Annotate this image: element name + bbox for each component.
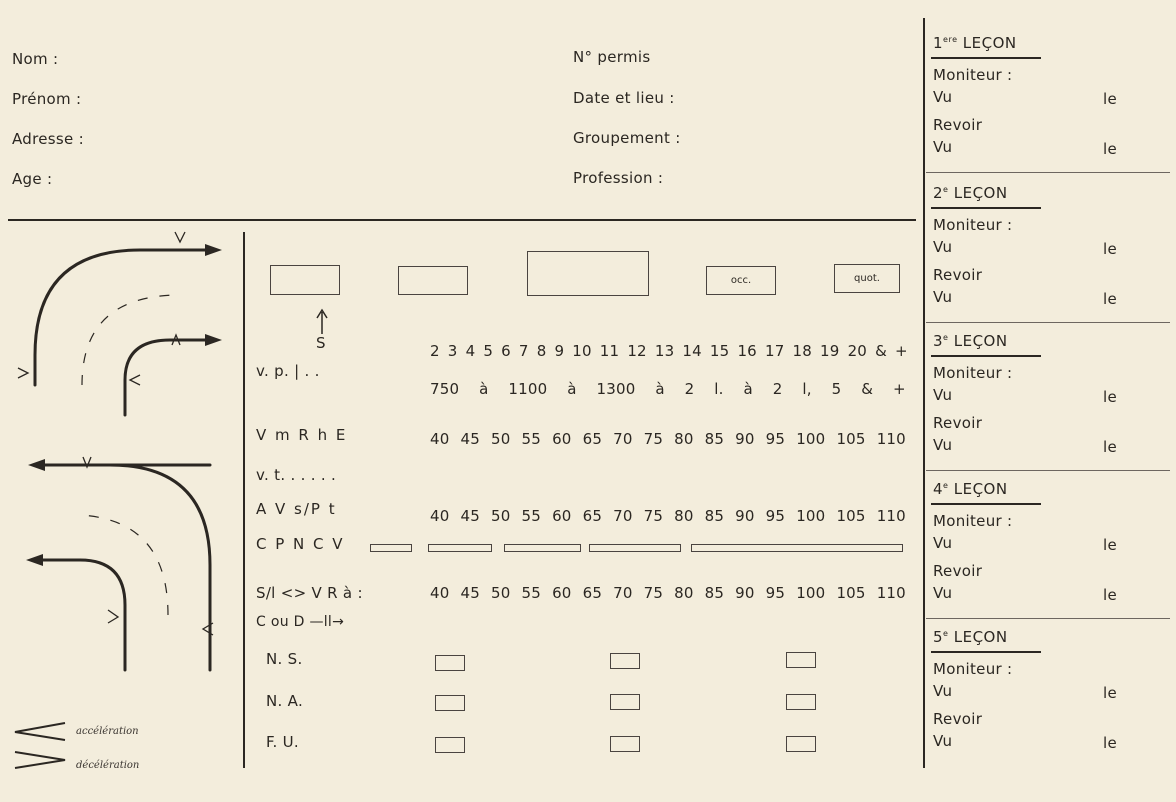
vu-label: Vu: [933, 534, 953, 552]
le-label: le: [1103, 140, 1117, 158]
speed-value: 55: [521, 430, 542, 448]
speed-value: 60: [552, 430, 572, 448]
right-divider: [923, 18, 925, 768]
cc-value: à: [479, 380, 489, 398]
speed-value: 45: [460, 507, 481, 525]
vmrhe-label: V m R h E: [256, 426, 348, 444]
speed-value: 100: [796, 584, 826, 602]
speed-value: 110: [876, 584, 906, 602]
lesson-number: 3: [933, 332, 944, 350]
field-profession: Profession :: [573, 169, 664, 187]
cpncv-bar-3[interactable]: [504, 544, 581, 552]
vp-number: 9: [554, 342, 565, 360]
lesson-divider: [926, 470, 1170, 471]
na-label: N. A.: [266, 692, 304, 710]
le-label: le: [1103, 586, 1117, 604]
sl-label: S/l <> V R à :: [256, 584, 363, 602]
speed-row-3: [430, 584, 906, 602]
vu-label: Vu: [933, 288, 953, 306]
moniteur-label: Moniteur :: [933, 216, 1013, 234]
curve-diagram: [0, 225, 240, 785]
speed-value: 70: [613, 584, 633, 602]
cc-value: à: [743, 380, 753, 398]
le-label: le: [1103, 90, 1117, 108]
speed-value: 80: [674, 584, 694, 602]
vp-number: 2: [430, 342, 440, 360]
vp-number: 13: [654, 342, 675, 360]
speed-value: 60: [552, 584, 572, 602]
speed-value: 55: [521, 584, 542, 602]
vu-label: Vu: [933, 386, 953, 404]
speed-value: 50: [491, 430, 511, 448]
speed-value: 75: [643, 430, 664, 448]
lesson-underline: [931, 651, 1041, 653]
cc-value: 1300: [596, 380, 636, 398]
speed-value: 105: [836, 430, 866, 448]
lesson-number: 1: [933, 34, 944, 52]
speed-value: 90: [735, 430, 755, 448]
avspt-label: A V s/P t: [256, 500, 337, 518]
lesson-title: [933, 332, 1008, 350]
moniteur-label: Moniteur :: [933, 512, 1013, 530]
cc-value: +: [893, 380, 906, 398]
speed-value: 85: [704, 507, 725, 525]
field-groupement: Groupement :: [573, 129, 681, 147]
revoir-label: Revoir: [933, 414, 983, 432]
box-occ[interactable]: occ.: [706, 266, 776, 295]
revoir-label: Revoir: [933, 710, 983, 728]
vp-number: 4: [465, 342, 476, 360]
vp-number: 17: [764, 342, 785, 360]
cpncv-bar-1[interactable]: [370, 544, 412, 552]
cc-row: [430, 380, 906, 398]
na-box-1[interactable]: [435, 695, 465, 711]
speed-value: 50: [491, 507, 511, 525]
moniteur-label: Moniteur :: [933, 66, 1013, 84]
le-label: le: [1103, 290, 1117, 308]
speed-value: 95: [765, 430, 786, 448]
speed-value: 80: [674, 430, 694, 448]
ns-box-3[interactable]: [786, 652, 816, 668]
speed-value: 65: [582, 507, 603, 525]
speed-value: 55: [521, 507, 542, 525]
lesson-divider: [926, 322, 1170, 323]
speed-value: 75: [643, 584, 664, 602]
le-label: le: [1103, 536, 1117, 554]
speed-value: 70: [613, 430, 633, 448]
na-box-3[interactable]: [786, 694, 816, 710]
speed-value: 65: [582, 584, 603, 602]
lesson-title: [933, 34, 1017, 52]
speed-row-1: [430, 430, 906, 448]
vp-number: &: [875, 342, 887, 360]
speed-value: 65: [582, 430, 603, 448]
cc-value: 750: [430, 380, 460, 398]
cc-value: 2: [684, 380, 695, 398]
legend-accel: accélération: [76, 726, 139, 737]
box-1[interactable]: [270, 265, 340, 295]
vu-label: Vu: [933, 88, 953, 106]
field-nom: Nom :: [12, 50, 59, 68]
le-label: le: [1103, 734, 1117, 752]
cc-value: à: [655, 380, 665, 398]
vp-number: 20: [847, 342, 868, 360]
ns-box-2[interactable]: [610, 653, 640, 669]
lesson-underline: [931, 57, 1041, 59]
vu-label: Vu: [933, 238, 953, 256]
vp-number: 7: [518, 342, 529, 360]
vp-number: 19: [820, 342, 840, 360]
fu-box-2[interactable]: [610, 736, 640, 752]
vu-label: Vu: [933, 584, 953, 602]
speed-value: 110: [876, 430, 906, 448]
field-permis: N° permis: [573, 48, 651, 66]
speed-row-2: [430, 507, 906, 525]
lesson-label: LEÇON: [948, 184, 1008, 202]
cc-value: &: [861, 380, 874, 398]
cc-value: l.: [714, 380, 724, 398]
lesson-underline: [931, 503, 1041, 505]
vp-number: +: [895, 342, 908, 360]
legend-symbols: [10, 720, 70, 775]
na-box-2[interactable]: [610, 694, 640, 710]
speed-value: 45: [460, 584, 481, 602]
vp-label: v. p. | . .: [256, 362, 320, 380]
vp-number: 18: [792, 342, 812, 360]
le-label: le: [1103, 240, 1117, 258]
lesson-sup: e: [943, 629, 949, 638]
lesson-title: [933, 628, 1008, 646]
speed-value: 90: [735, 507, 755, 525]
lesson-sup: ere: [943, 35, 958, 44]
speed-value: 70: [613, 507, 633, 525]
field-adresse: Adresse :: [12, 130, 84, 148]
left-divider: [243, 232, 245, 768]
le-label: le: [1103, 388, 1117, 406]
vp-number: 16: [737, 342, 757, 360]
cpncv-label: C P N C V: [256, 535, 345, 553]
speed-value: 80: [674, 507, 694, 525]
speed-value: 75: [643, 507, 664, 525]
field-age: Age :: [12, 170, 53, 188]
vp-number-row: [430, 342, 908, 360]
speed-value: 105: [836, 584, 866, 602]
moniteur-label: Moniteur :: [933, 660, 1013, 678]
revoir-label: Revoir: [933, 116, 983, 134]
lesson-number: 2: [933, 184, 944, 202]
lesson-sup: e: [943, 185, 949, 194]
speed-value: 85: [704, 584, 725, 602]
cc-value: 1100: [508, 380, 548, 398]
cc-value: à: [567, 380, 577, 398]
ns-label: N. S.: [266, 650, 303, 668]
box-3[interactable]: [527, 251, 649, 296]
cpncv-bar-4[interactable]: [589, 544, 681, 552]
speed-value: 95: [765, 584, 786, 602]
vp-number: 8: [536, 342, 547, 360]
field-date-lieu: Date et lieu :: [573, 89, 675, 107]
revoir-label: Revoir: [933, 562, 983, 580]
lesson-title: [933, 184, 1008, 202]
speed-value: 95: [765, 507, 786, 525]
vt-label: v. t. . . . . .: [256, 466, 337, 484]
speed-value: 85: [704, 430, 725, 448]
lesson-label: LEÇON: [957, 34, 1017, 52]
vu-label: Vu: [933, 138, 953, 156]
moniteur-label: Moniteur :: [933, 364, 1013, 382]
lesson-underline: [931, 207, 1041, 209]
box-quot[interactable]: quot.: [834, 264, 900, 293]
lesson-sup: e: [943, 333, 949, 342]
le-label: le: [1103, 684, 1117, 702]
vp-number: 15: [709, 342, 730, 360]
vp-number: 14: [682, 342, 702, 360]
vp-number: 10: [572, 342, 592, 360]
header-divider: [8, 219, 916, 221]
up-arrow-icon: [316, 308, 328, 334]
speed-value: 100: [796, 430, 826, 448]
cpncv-bar-5[interactable]: [691, 544, 903, 552]
cc-value: l,: [802, 380, 812, 398]
fu-box-3[interactable]: [786, 736, 816, 752]
lesson-underline: [931, 355, 1041, 357]
s-label: S: [316, 334, 326, 352]
vp-number: 11: [599, 342, 620, 360]
ns-box-1[interactable]: [435, 655, 465, 671]
lesson-title: [933, 480, 1008, 498]
speed-value: 110: [876, 507, 906, 525]
lesson-number: 4: [933, 480, 944, 498]
box-2[interactable]: [398, 266, 468, 295]
lesson-divider: [926, 618, 1170, 619]
cpncv-bar-2[interactable]: [428, 544, 492, 552]
legend-decel: décélération: [76, 760, 140, 771]
speed-value: 60: [552, 507, 572, 525]
lesson-label: LEÇON: [948, 480, 1008, 498]
cc-value: 2: [772, 380, 783, 398]
vu-label: Vu: [933, 682, 953, 700]
speed-value: 105: [836, 507, 866, 525]
vp-number: 3: [447, 342, 458, 360]
lesson-label: LEÇON: [948, 332, 1008, 350]
fu-box-1[interactable]: [435, 737, 465, 753]
revoir-label: Revoir: [933, 266, 983, 284]
lesson-label: LEÇON: [948, 628, 1008, 646]
speed-value: 90: [735, 584, 755, 602]
lesson-number: 5: [933, 628, 944, 646]
fu-label: F. U.: [266, 733, 300, 751]
field-prenom: Prénom :: [12, 90, 82, 108]
lesson-divider: [926, 172, 1170, 173]
vp-number: 5: [483, 342, 494, 360]
cc-value: 5: [831, 380, 842, 398]
vu-label: Vu: [933, 732, 953, 750]
speed-value: 40: [430, 430, 450, 448]
le-label: le: [1103, 438, 1117, 456]
vp-number: 12: [627, 342, 647, 360]
speed-value: 50: [491, 584, 511, 602]
vu-label: Vu: [933, 436, 953, 454]
vp-number: 6: [501, 342, 511, 360]
lesson-sup: e: [943, 481, 949, 490]
speed-value: 45: [460, 430, 481, 448]
coud-label: C ou D —ll→: [256, 614, 345, 630]
speed-value: 40: [430, 584, 450, 602]
speed-value: 40: [430, 507, 450, 525]
speed-value: 100: [796, 507, 826, 525]
